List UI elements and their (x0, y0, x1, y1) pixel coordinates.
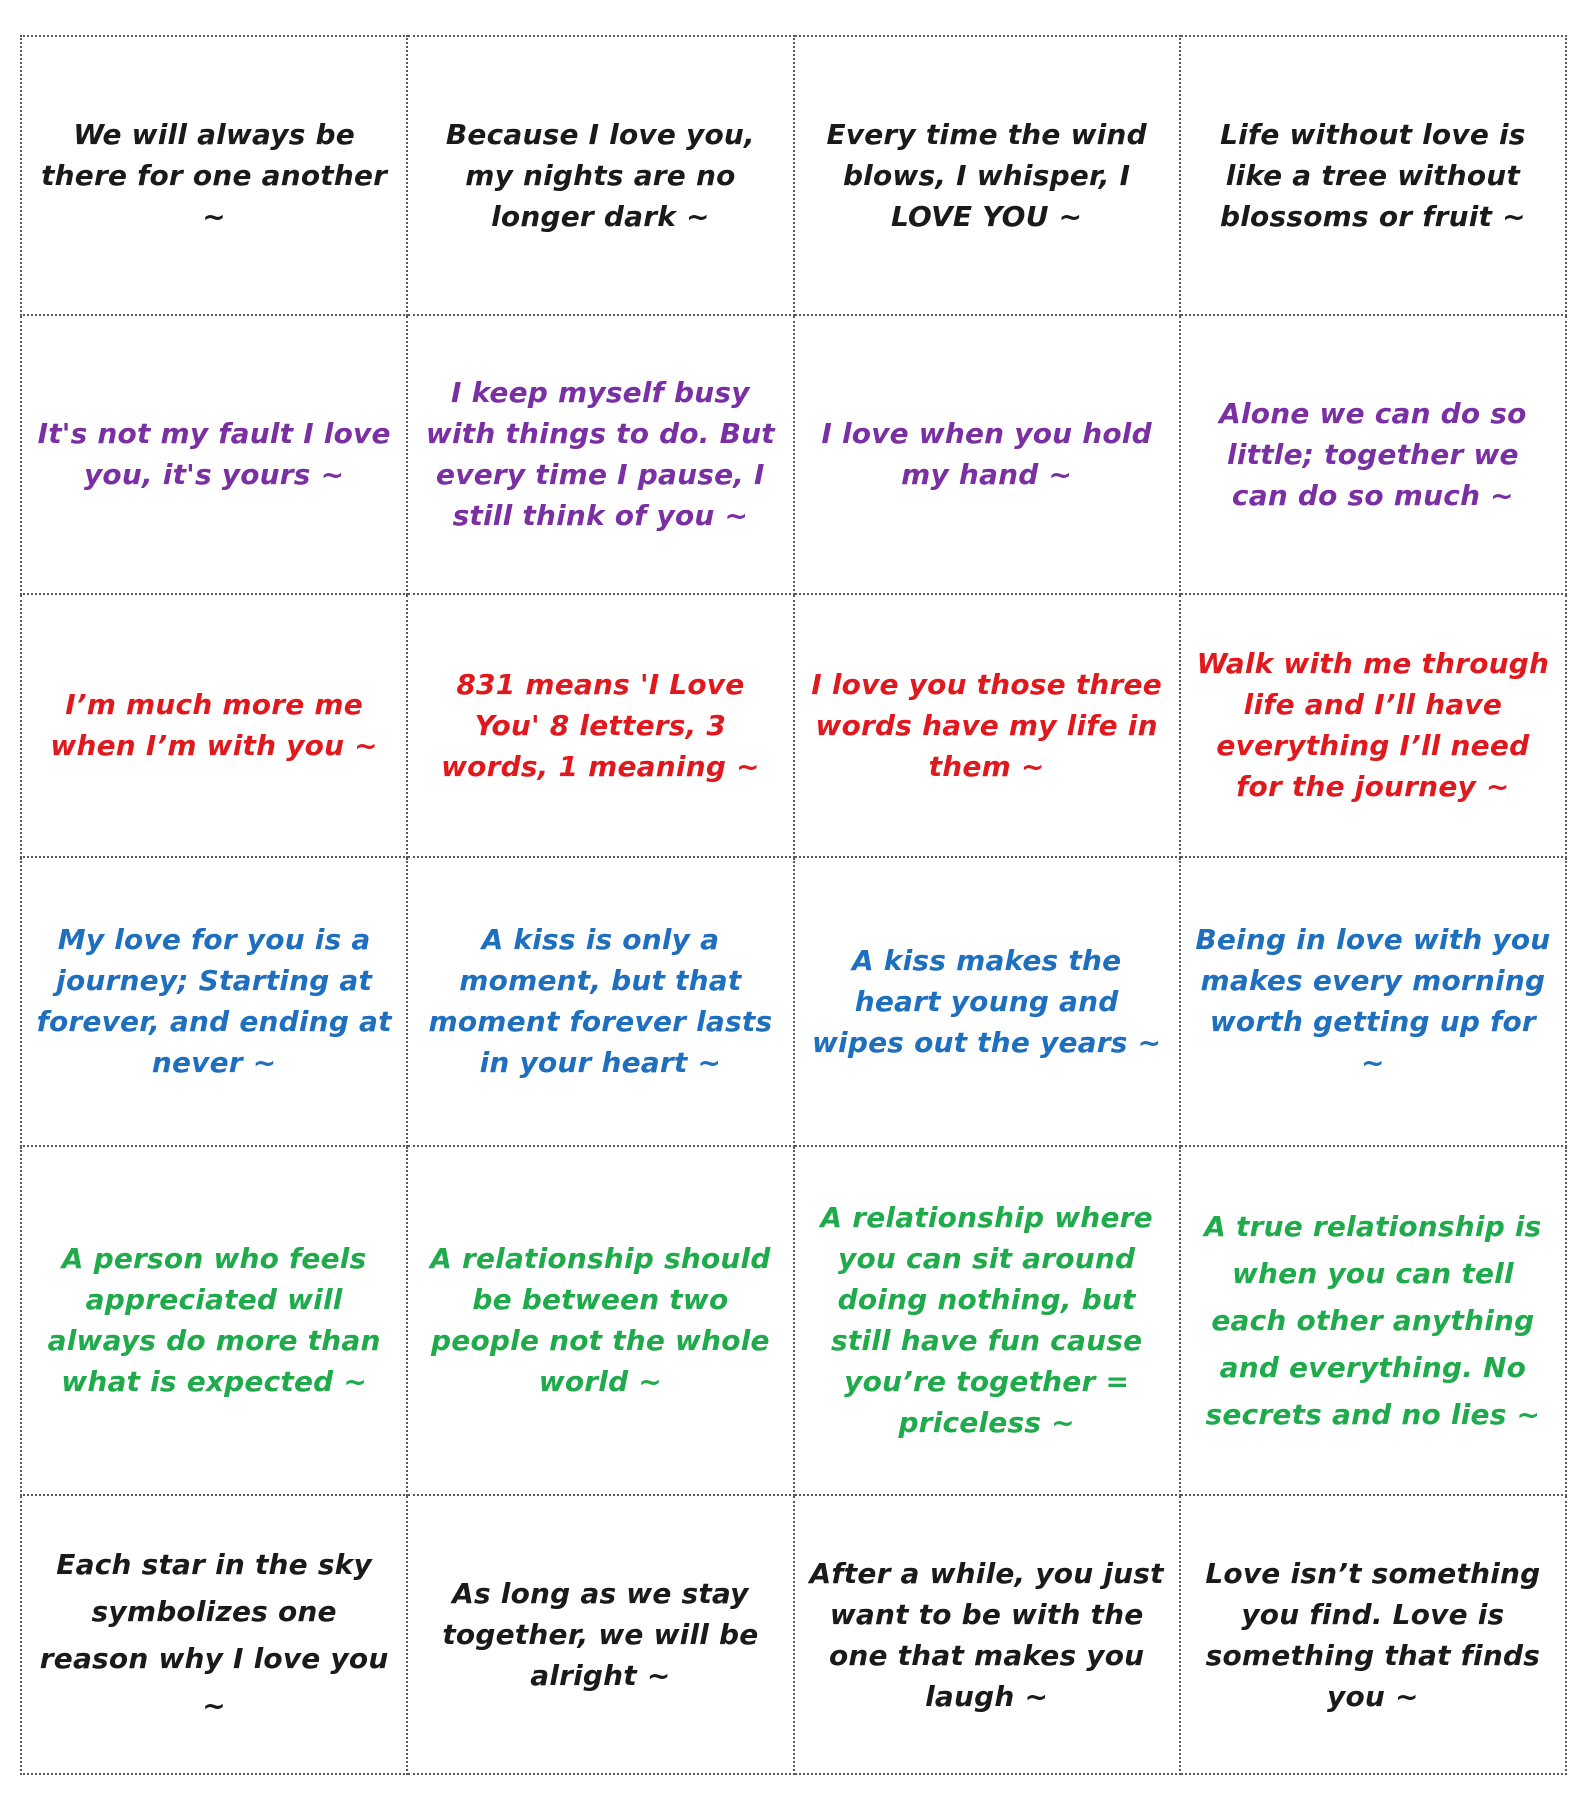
quote-card: I keep myself busy with things to do. But every time I pause, I still think of you ~ (407, 315, 793, 594)
quote-card: A kiss is only a moment, but that moment forever lasts in your heart ~ (407, 857, 793, 1146)
quote-card: A true relationship is when you can tell each other anything and everything. No secrets and no lies ~ (1180, 1146, 1566, 1495)
quote-card: Every time the wind blows, I whisper, I LOVE YOU ~ (794, 36, 1180, 315)
quote-card: A kiss makes the heart young and wipes out the years ~ (794, 857, 1180, 1146)
quote-card: A relationship should be between two people not the whole world ~ (407, 1146, 793, 1495)
quote-row-4 (21, 857, 1566, 1146)
quote-row-2 (21, 315, 1566, 594)
quote-card: Walk with me through life and I’ll have everything I’ll need for the journey ~ (1180, 594, 1566, 857)
quote-card: After a while, you just want to be with the one that makes you laugh ~ (794, 1495, 1180, 1774)
quote-card: A relationship where you can sit around doing nothing, but still have fun cause you’re together = priceless ~ (794, 1146, 1180, 1495)
quote-row-6 (21, 1495, 1566, 1774)
quote-card: I’m much more me when I’m with you ~ (21, 594, 407, 857)
quote-card: We will always be there for one another ~ (21, 36, 407, 315)
quote-row-3 (21, 594, 1566, 857)
quote-card: 831 means 'I Love You' 8 letters, 3 words, 1 meaning ~ (407, 594, 793, 857)
quote-card: My love for you is a journey; Starting at forever, and ending at never ~ (21, 857, 407, 1146)
quote-card: Because I love you, my nights are no longer dark ~ (407, 36, 793, 315)
quote-card: A person who feels appreciated will always do more than what is expected ~ (21, 1146, 407, 1495)
quote-row-5 (21, 1146, 1566, 1495)
quote-card-sheet (20, 35, 1567, 1775)
quote-card: Each star in the sky symbolizes one reason why I love you ~ (21, 1495, 407, 1774)
quote-card: I love you those three words have my life in them ~ (794, 594, 1180, 857)
quote-card: I love when you hold my hand ~ (794, 315, 1180, 594)
quote-card: As long as we stay together, we will be alright ~ (407, 1495, 793, 1774)
quote-card: Life without love is like a tree without blossoms or fruit ~ (1180, 36, 1566, 315)
quote-row-1 (21, 36, 1566, 315)
quote-card: Being in love with you makes every morning worth getting up for ~ (1180, 857, 1566, 1146)
quote-card: Love isn’t something you find. Love is something that finds you ~ (1180, 1495, 1566, 1774)
quote-card: It's not my fault I love you, it's yours ~ (21, 315, 407, 594)
quote-card: Alone we can do so little; together we can do so much ~ (1180, 315, 1566, 594)
